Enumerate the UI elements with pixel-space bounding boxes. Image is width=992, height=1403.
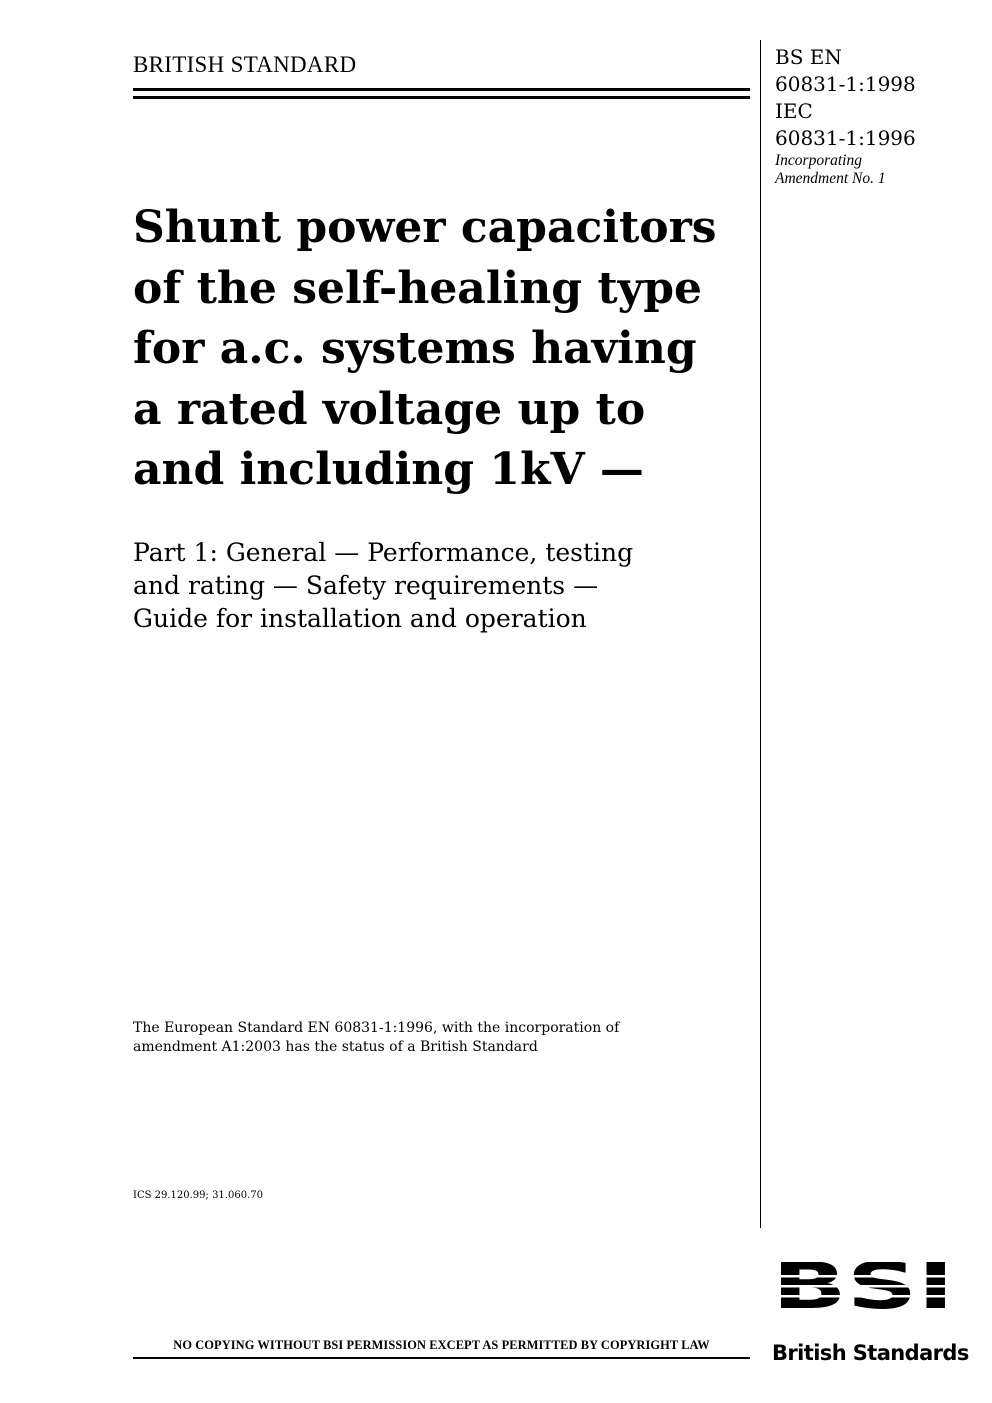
title-line: a rated voltage up to [133,383,646,435]
document-category-label: BRITISH STANDARD [133,52,357,77]
document-title [133,198,753,501]
status-line: The European Standard EN 60831-1:1996, with the incorporation of [133,1020,620,1036]
logo-caption: British Standards [772,1341,969,1365]
bsi-logo-icon [772,1262,954,1310]
standard-designation [775,44,975,188]
title-line: and including 1kV — [133,444,644,495]
header-rule-top [133,88,750,91]
ics-codes: ICS 29.120.99; 31.060.70 [133,1190,263,1201]
designation-line: BS EN [775,45,842,69]
footer-rule [133,1357,750,1359]
designation-line: 60831-1:1996 [775,126,916,150]
title-line: Shunt power capacitors [133,202,717,253]
designation-line: IEC [775,99,813,123]
status-statement [133,1019,693,1057]
subtitle-line: Guide for installation and operation [133,604,587,633]
header-rule-bottom [133,96,750,99]
subtitle-line: and rating — Safety requirements — [133,571,599,600]
copyright-notice: NO COPYING WITHOUT BSI PERMISSION EXCEPT AS PERMITTED BY COPYRIGHT LAW [173,1338,710,1352]
title-line: of the self-healing type [133,262,702,314]
designation-line: 60831-1:1998 [775,72,916,96]
status-line: amendment A1:2003 has the status of a British Standard [133,1039,538,1055]
column-divider [760,40,761,1228]
amendment-note: Amendment No. 1 [775,170,886,187]
document-subtitle [133,536,753,635]
subtitle-line: Part 1: General — Performance, testing [133,538,634,567]
title-line: for a.c. systems having [133,323,697,374]
amendment-note: Incorporating [775,152,862,169]
